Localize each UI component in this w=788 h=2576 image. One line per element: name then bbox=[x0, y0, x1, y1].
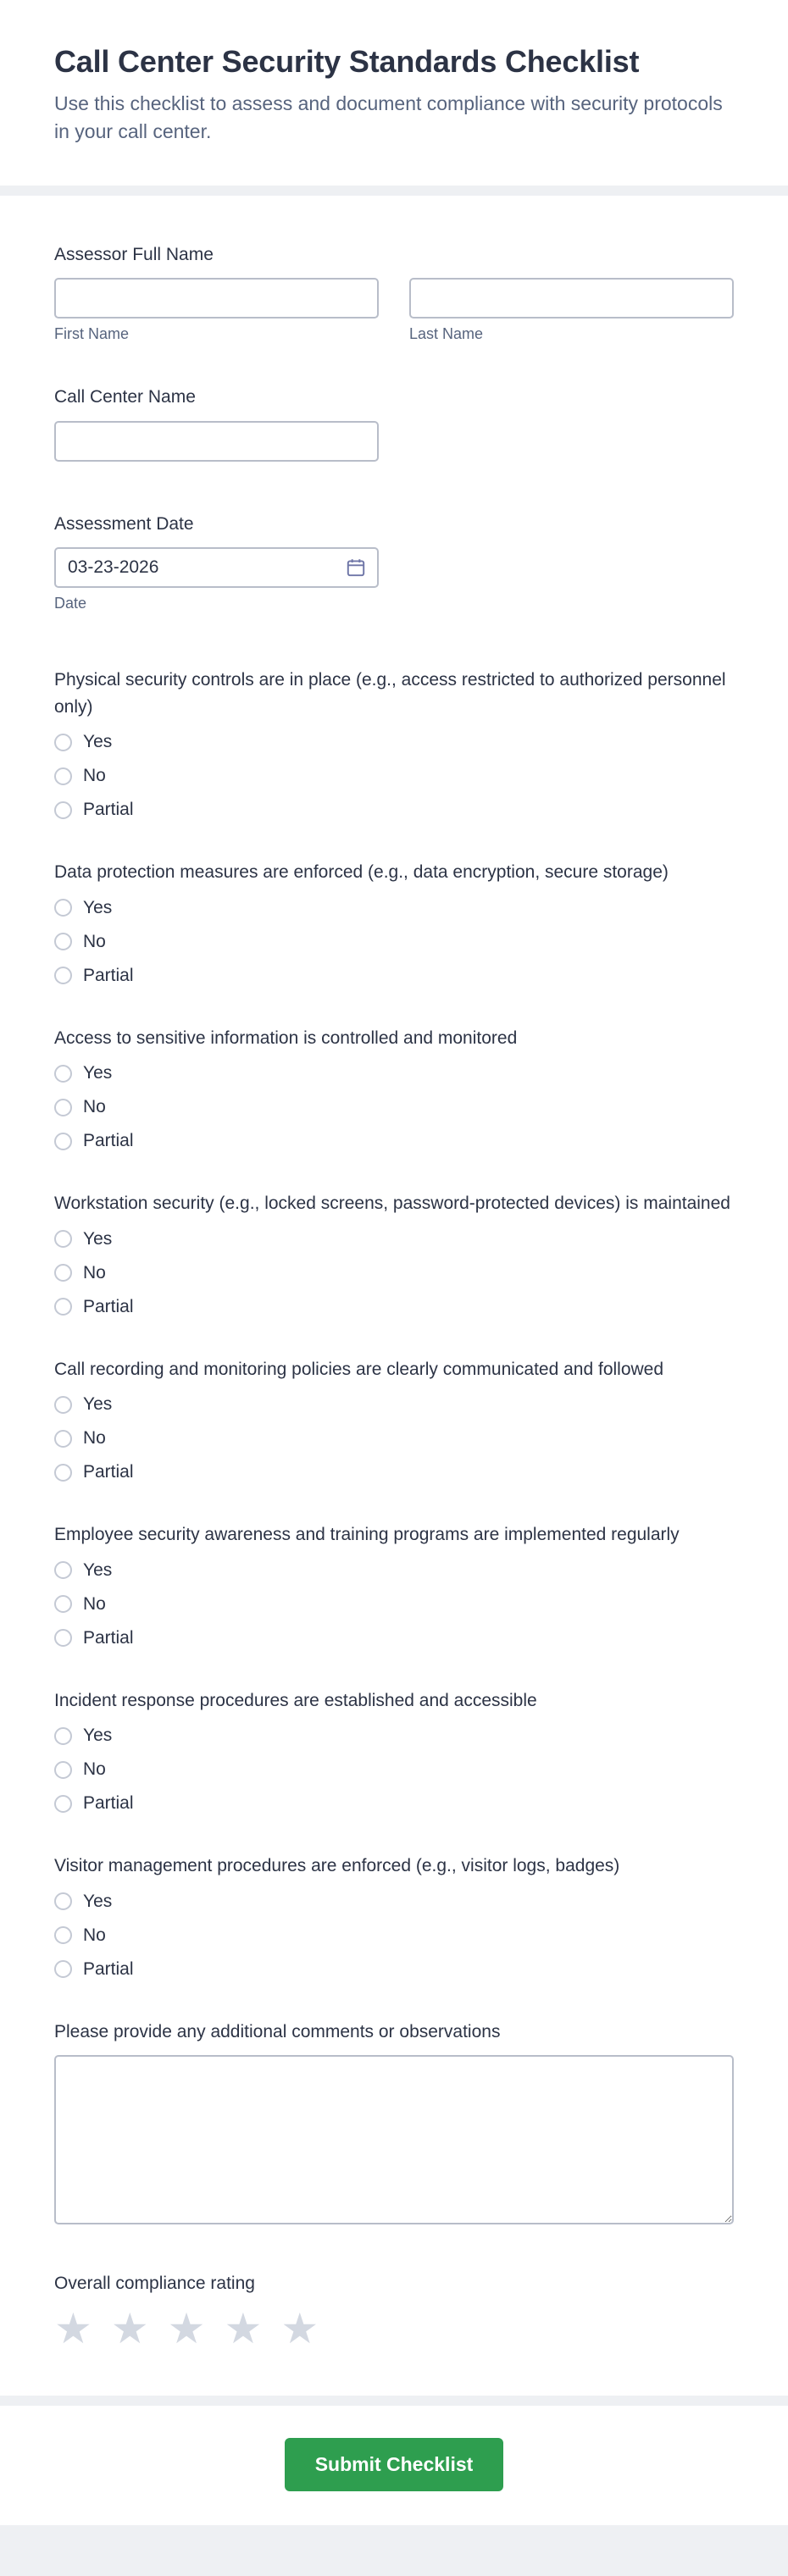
form-footer bbox=[0, 2406, 788, 2525]
radio-circle[interactable] bbox=[54, 1629, 72, 1647]
radio-option-partial[interactable] bbox=[54, 1131, 134, 1151]
radio-circle[interactable] bbox=[54, 1926, 72, 1944]
radio-option-label: Partial bbox=[83, 1793, 134, 1814]
radio-group bbox=[54, 1560, 734, 1648]
radio-option-label: Partial bbox=[83, 965, 134, 985]
radio-option-partial[interactable] bbox=[54, 1959, 134, 1980]
question-label: Physical security controls are in place (e.g., access restricted to authorized personnel only) bbox=[54, 670, 726, 717]
radio-option-label: Yes bbox=[83, 1228, 113, 1249]
radio-option-label: No bbox=[83, 1428, 106, 1449]
question-block bbox=[54, 1190, 734, 1317]
radio-circle[interactable] bbox=[54, 1960, 72, 1978]
question-block bbox=[54, 667, 734, 820]
rating-field bbox=[54, 2270, 734, 2350]
radio-circle[interactable] bbox=[54, 801, 72, 819]
radio-option-label: Yes bbox=[83, 1559, 113, 1580]
question-block bbox=[54, 1356, 734, 1483]
radio-group bbox=[54, 1063, 734, 1151]
page-background bbox=[0, 2525, 788, 2576]
radio-option-label: Yes bbox=[83, 1726, 113, 1746]
comments-label: Please provide any additional comments or observations bbox=[54, 2021, 501, 2041]
radio-option-partial[interactable] bbox=[54, 1793, 134, 1814]
radio-option-label: Yes bbox=[83, 1891, 113, 1911]
radio-option-partial[interactable] bbox=[54, 1297, 134, 1317]
submit-button[interactable]: Submit Checklist bbox=[285, 2438, 504, 2491]
radio-circle[interactable] bbox=[54, 1099, 72, 1116]
star-icon[interactable]: ★ bbox=[167, 2304, 206, 2352]
calendar-icon[interactable] bbox=[345, 557, 367, 579]
radio-circle[interactable] bbox=[54, 1561, 72, 1579]
radio-circle[interactable] bbox=[54, 1298, 72, 1316]
star-icon[interactable]: ★ bbox=[224, 2304, 263, 2352]
questions-section bbox=[54, 667, 734, 1980]
radio-option-partial[interactable] bbox=[54, 966, 134, 986]
radio-circle[interactable] bbox=[54, 1430, 72, 1448]
radio-option-label: No bbox=[83, 766, 106, 786]
radio-group bbox=[54, 898, 734, 986]
page-title: Call Center Security Standards Checklist bbox=[54, 44, 640, 79]
radio-option-no[interactable] bbox=[54, 932, 106, 952]
radio-circle[interactable] bbox=[54, 767, 72, 785]
radio-option-label: Partial bbox=[83, 1296, 134, 1316]
radio-option-yes[interactable] bbox=[54, 1892, 112, 1912]
radio-option-partial[interactable] bbox=[54, 1462, 134, 1482]
radio-group bbox=[54, 1394, 734, 1482]
radio-option-label: Partial bbox=[83, 1462, 134, 1482]
radio-option-yes[interactable] bbox=[54, 1560, 112, 1581]
form-header bbox=[0, 0, 788, 186]
comments-textarea[interactable] bbox=[54, 2055, 734, 2224]
radio-circle[interactable] bbox=[54, 1065, 72, 1083]
radio-option-label: No bbox=[83, 1097, 106, 1117]
date-input[interactable] bbox=[68, 549, 345, 586]
question-label: Employee security awareness and training programs are implemented regularly bbox=[54, 1525, 680, 1545]
comments-field bbox=[54, 2019, 734, 2225]
last-name-input[interactable] bbox=[409, 278, 734, 319]
call-center-name-label: Call Center Name bbox=[54, 387, 196, 407]
radio-circle[interactable] bbox=[54, 1264, 72, 1282]
radio-option-no[interactable] bbox=[54, 1759, 106, 1780]
rating-label: Overall compliance rating bbox=[54, 2274, 255, 2294]
form-body bbox=[0, 196, 788, 2396]
radio-option-label: No bbox=[83, 1925, 106, 1945]
first-name-input[interactable] bbox=[54, 278, 379, 319]
section-divider bbox=[0, 2396, 788, 2406]
radio-option-label: No bbox=[83, 1759, 106, 1780]
radio-circle[interactable] bbox=[54, 1595, 72, 1613]
radio-option-yes[interactable] bbox=[54, 898, 112, 918]
radio-option-yes[interactable] bbox=[54, 1726, 112, 1746]
radio-option-label: Partial bbox=[83, 1958, 134, 1979]
radio-circle[interactable] bbox=[54, 1230, 72, 1248]
question-label: Incident response procedures are established and accessible bbox=[54, 1690, 537, 1710]
radio-group bbox=[54, 1726, 734, 1814]
radio-circle[interactable] bbox=[54, 1464, 72, 1482]
star-icon[interactable]: ★ bbox=[280, 2304, 319, 2352]
radio-option-yes[interactable] bbox=[54, 1063, 112, 1083]
radio-option-no[interactable] bbox=[54, 1263, 106, 1283]
star-rating bbox=[54, 2304, 734, 2352]
radio-circle[interactable] bbox=[54, 1795, 72, 1813]
radio-circle[interactable] bbox=[54, 967, 72, 984]
radio-option-label: Yes bbox=[83, 1394, 113, 1415]
last-name-sublabel: Last Name bbox=[409, 325, 484, 343]
page-subtitle: Use this checklist to assess and document compliance with security protocols in your call center. bbox=[54, 92, 723, 143]
radio-option-label: No bbox=[83, 1262, 106, 1282]
question-block bbox=[54, 859, 734, 986]
question-label: Call recording and monitoring policies are clearly communicated and followed bbox=[54, 1359, 664, 1379]
call-center-name-field bbox=[54, 384, 734, 462]
star-icon[interactable]: ★ bbox=[54, 2304, 92, 2352]
first-name-sublabel: First Name bbox=[54, 325, 130, 343]
radio-circle[interactable] bbox=[54, 1396, 72, 1414]
question-label: Access to sensitive information is controlled and monitored bbox=[54, 1028, 518, 1048]
radio-option-yes[interactable] bbox=[54, 1394, 112, 1415]
question-label: Workstation security (e.g., locked screens, password-protected devices) is maintained bbox=[54, 1194, 730, 1214]
date-sublabel: Date bbox=[54, 595, 87, 612]
assessor-name-label: Assessor Full Name bbox=[54, 244, 214, 264]
radio-option-no[interactable] bbox=[54, 1428, 106, 1449]
radio-option-label: Partial bbox=[83, 800, 134, 820]
radio-option-partial[interactable] bbox=[54, 800, 134, 820]
radio-option-no[interactable] bbox=[54, 1097, 106, 1117]
radio-option-label: Yes bbox=[83, 1063, 113, 1083]
call-center-name-input[interactable] bbox=[54, 421, 379, 462]
radio-option-label: No bbox=[83, 1593, 106, 1614]
radio-option-no[interactable] bbox=[54, 766, 106, 786]
radio-option-label: Yes bbox=[83, 897, 113, 917]
radio-option-yes[interactable] bbox=[54, 732, 112, 752]
radio-option-label: Yes bbox=[83, 732, 113, 752]
question-label: Data protection measures are enforced (e.g., data encryption, secure storage) bbox=[54, 862, 669, 883]
radio-circle[interactable] bbox=[54, 1761, 72, 1779]
question-block bbox=[54, 1853, 734, 1980]
radio-option-label: Partial bbox=[83, 1131, 134, 1151]
question-block bbox=[54, 1521, 734, 1648]
radio-option-yes[interactable] bbox=[54, 1229, 112, 1249]
radio-option-no[interactable] bbox=[54, 1594, 106, 1615]
assessor-name-field bbox=[54, 241, 734, 344]
section-divider bbox=[0, 186, 788, 196]
radio-group bbox=[54, 1892, 734, 1980]
star-icon[interactable]: ★ bbox=[110, 2304, 149, 2352]
radio-group bbox=[54, 732, 734, 820]
question-block bbox=[54, 1025, 734, 1152]
radio-option-label: Partial bbox=[83, 1627, 134, 1648]
question-label: Visitor management procedures are enforced (e.g., visitor logs, badges) bbox=[54, 1856, 620, 1876]
radio-circle[interactable] bbox=[54, 933, 72, 950]
date-input-box[interactable] bbox=[54, 547, 379, 588]
radio-circle[interactable] bbox=[54, 1727, 72, 1745]
question-block bbox=[54, 1687, 734, 1814]
radio-option-no[interactable] bbox=[54, 1925, 106, 1946]
radio-option-partial[interactable] bbox=[54, 1628, 134, 1648]
radio-circle[interactable] bbox=[54, 734, 72, 751]
radio-circle[interactable] bbox=[54, 1133, 72, 1150]
radio-group bbox=[54, 1229, 734, 1317]
radio-option-label: No bbox=[83, 931, 106, 951]
radio-circle[interactable] bbox=[54, 1892, 72, 1910]
assessment-date-label: Assessment Date bbox=[54, 513, 194, 534]
assessment-date-field bbox=[54, 511, 734, 613]
radio-circle[interactable] bbox=[54, 899, 72, 917]
